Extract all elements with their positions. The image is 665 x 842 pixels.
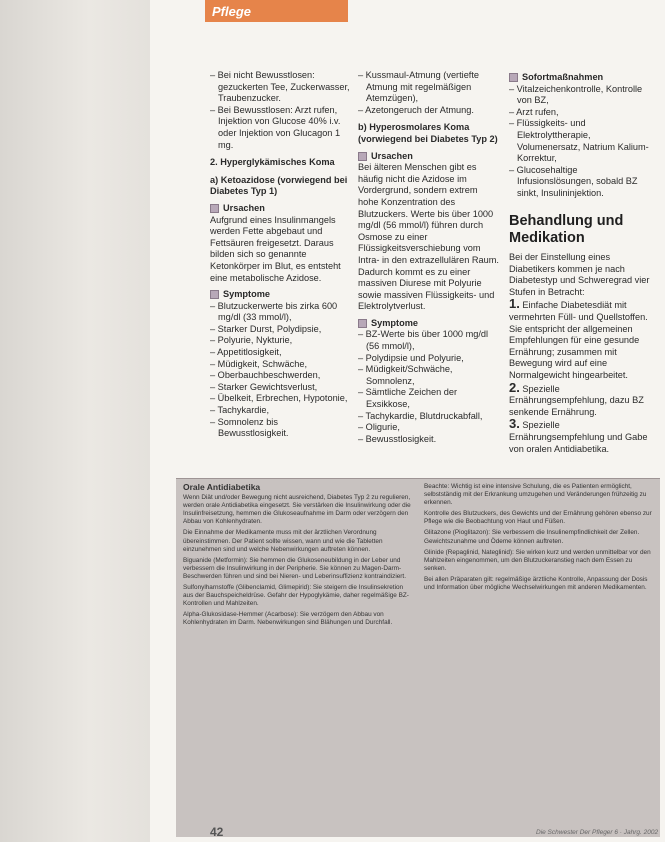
list-item: – Appetitlosigkeit, xyxy=(210,347,350,359)
book-spine xyxy=(0,0,150,842)
step-number: 3. xyxy=(509,416,520,432)
list-item: – Müdigkeit, Schwäche, xyxy=(210,359,350,371)
list-item: – Oberbauchbeschwerden, xyxy=(210,370,350,382)
info-box-left-column xyxy=(183,483,415,631)
symptome-heading xyxy=(210,289,350,301)
list-item: – Blutzuckerwerte bis zirka 600 mg/dl (33 mmol/l), xyxy=(210,301,350,324)
symptom-list xyxy=(358,329,500,445)
list-item: – Polyurie, Nykturie, xyxy=(210,335,350,347)
column-2 xyxy=(358,70,500,445)
paragraph: Alpha-Glukosidase-Hemmer (Acarbose): Sie verzögern den Abbau von Kohlenhydraten im Darm. Nebenwirkungen sind Blähungen und Durchfall. xyxy=(183,611,393,627)
page-header-title: Pflege xyxy=(212,4,252,19)
numbered-step xyxy=(509,379,653,419)
footer-source: Die Schwester Der Pfleger 6 · Jahrg. 2002 xyxy=(536,829,659,836)
square-bullet-icon xyxy=(358,152,367,161)
list-item: – Bei nicht Bewusstlosen: gezuckerten Tee, Zuckerwasser, Traubenzucker. xyxy=(210,70,350,105)
list-item: – Übelkeit, Erbrechen, Hypotonie, xyxy=(210,393,350,405)
list-item: – Glucosehaltige Infusionslösungen, sobald BZ sinkt, Insulininjektion. xyxy=(509,165,653,200)
list-item: – Polydipsie und Polyurie, xyxy=(358,353,500,365)
paragraph: Die Einnahme der Medikamente muss mit der ärztlichen Verordnung übereinstimmen. Der Patient sollte wissen, wann und wie die Tabletten einzunehmen sind und welche Nebenwirkungen auftreten können. xyxy=(183,529,383,553)
paragraph: Glitazone (Pioglitazon): Sie verbessern die Insulinempfindlichkeit der Zellen. Gewichtszunahme und Ödeme können auftreten. xyxy=(424,529,640,545)
paragraph: Biguanide (Metformin): Sie hemmen die Glukoseneubildung in der Leber und verbessern die Insulinwirkung in der Peripherie. Sie können zu Magen-Darm-Beschwerden führen und sind bei Nieren- und Leberinsuffizienz kontraindiziert. xyxy=(183,556,406,580)
list-item: – Flüssigkeits- und Elektrolyttherapie, Volumenersatz, Natrium Kalium-Korrektur, xyxy=(509,118,653,164)
sofort-list xyxy=(509,84,653,200)
square-bullet-icon xyxy=(210,290,219,299)
col1-top-list xyxy=(210,70,350,151)
section-heading: Behandlung und Medikation xyxy=(509,213,624,246)
paragraph: Sulfonylharnstoffe (Glibenclamid, Glimepirid): Sie steigern die Insulinsekretion aus der Bauchspeicheldrüse. Gefahr der Hypoglykämie, daher regelmäßige BZ-Kontrollen und Mahlzeiten. xyxy=(183,584,409,608)
section-label: Symptome xyxy=(371,317,418,328)
list-item: – Sämtliche Zeichen der Exsikkose, xyxy=(358,387,500,410)
list-item: – Tachykardie, Blutdruckabfall, xyxy=(358,411,500,423)
section-title: 2. Hyperglykämisches Koma xyxy=(210,157,335,168)
list-item: – Oligurie, xyxy=(358,422,500,434)
ursachen-heading xyxy=(358,151,500,163)
intro-paragraph: Bei der Einstellung eines Diabetikers kommen je nach Diabetestyp und Schweregrad vier Stufen in Betracht: xyxy=(509,252,650,297)
col2-top-list xyxy=(358,70,500,116)
numbered-step xyxy=(509,418,653,455)
square-bullet-icon xyxy=(358,319,367,328)
section-label: Sofortmaßnahmen xyxy=(522,72,604,82)
column-1 xyxy=(210,70,350,440)
page-number: 42 xyxy=(210,825,224,839)
paragraph: Bei allen Präparaten gilt: regelmäßige ärztliche Kontrolle, Anpassung der Dosis und Information über mögliche Wechselwirkungen mit anderen Medikamenten. xyxy=(424,575,648,592)
list-item: – Kussmaul-Atmung (vertiefte Atmung mit regelmäßigen Atemzügen), xyxy=(358,70,500,105)
section-label: Ursachen xyxy=(223,202,265,213)
section-label: Ursachen xyxy=(371,150,413,161)
info-box-oral-antidiabetics xyxy=(176,478,660,837)
square-bullet-icon xyxy=(509,73,518,82)
sofortmassnahmen-heading xyxy=(509,72,653,84)
list-item: – Arzt rufen, xyxy=(509,107,653,119)
list-item: – BZ-Werte bis über 1000 mg/dl (56 mmol/l), xyxy=(358,329,500,352)
ursachen-heading xyxy=(210,203,350,215)
list-item: – Vitalzeichenkontrolle, Kontrolle von BZ, xyxy=(509,84,653,107)
step-text: Einfache Diabetesdiät mit vermehrten Füll- und Quellstoffen. Sie entspricht der allgemeinen Empfehlungen für eine gesunde Ernährung; zusammen mit Bewegung wird auf eine Normalgewicht hingearbeitet. xyxy=(509,300,648,380)
info-box-right-column xyxy=(424,483,654,595)
symptom-list xyxy=(210,301,350,440)
section-label: Symptome xyxy=(223,289,270,300)
list-item: – Starker Durst, Polydipsie, xyxy=(210,324,350,336)
list-item: – Bei Bewusstlosen: Arzt rufen, Injektion von Glucose 40% i.v. oder Injektion von Glucagon 1 mg. xyxy=(210,105,350,151)
list-item: – Somnolenz bis Bewusstlosigkeit. xyxy=(210,417,350,440)
numbered-step xyxy=(509,298,653,381)
square-bullet-icon xyxy=(210,204,219,213)
list-item: – Bewusstlosigkeit. xyxy=(358,434,500,446)
paragraph: Wenn Diät und/oder Bewegung nicht ausreichend, Diabetes Typ 2 zu regulieren, werden orale Antidiabetika eingesetzt. Sie verstärken die Insulinwirkung oder die Insulinfreisetzung, hemmen die Glukoseaufnahme im Darm oder verzögern den Abbau von Kohlenhydraten. xyxy=(183,494,411,526)
paragraph: Bei älteren Menschen gibt es häufig nicht die Azidose im Vordergrund, sondern extrem hohe Konzentration des Blutzuckers. Werte bis über 1000 mg/dl (56 mmol/l) führen durch Osmose zu einer Flüssigkeitsverschiebung vom Intra- in den extrazellulären Raum. Dadurch kommt es zu einer massiven Diurese mit Polyurie sowie massiven Flüssigkeits- und Elektrolytverlust. xyxy=(358,162,499,312)
subsection-title: b) Hyperosmolares Koma (vorwiegend bei Diabetes Typ 2) xyxy=(358,122,498,144)
step-text: Spezielle Ernährungsempfehlung, dazu BZ senkende Ernährung. xyxy=(509,383,644,417)
list-item: – Azetongeruch der Atmung. xyxy=(358,105,500,117)
column-3-lower xyxy=(509,252,653,455)
paragraph: Kontrolle des Blutzuckers, des Gewichts und der Ernährung gehören ebenso zur Pflege wie die Beobachtung von Haut und Füßen. xyxy=(424,510,652,526)
paragraph: Beachte: Wichtig ist eine intensive Schulung, die es Patienten ermöglicht, selbstständig mit der Erkrankung umzugehen und Veränderungen frühzeitig zu erkennen. xyxy=(424,483,647,507)
symptome-heading xyxy=(358,318,500,330)
step-text: Spezielle Ernährungsempfehlung und Gabe von oralen Antidiabetika. xyxy=(509,420,648,454)
list-item: – Starker Gewichtsverlust, xyxy=(210,382,350,394)
step-number: 1. xyxy=(509,296,520,312)
info-box-title: Orale Antidiabetika xyxy=(183,482,261,492)
list-item: – Müdigkeit/Schwäche, Somnolenz, xyxy=(358,364,500,387)
paragraph: Glinide (Repaglinid, Nateglinid): Sie wirken kurz und werden unmittelbar vor den Mahlzeiten eingenommen, um den Blutzuckeranstieg nach dem Essen zu senken. xyxy=(424,548,651,572)
subsection-title: a) Ketoazidose (vorwiegend bei Diabetes Typ 1) xyxy=(210,174,348,197)
column-3 xyxy=(509,72,653,200)
step-number: 2. xyxy=(509,379,520,395)
paragraph: Aufgrund eines Insulinmangels werden Fette abgebaut und Fettsäuren freigesetzt. Daraus bilden sich so genannte Ketonkörper im Blut, es entsteht eine metabolische Azidose. xyxy=(210,214,341,283)
list-item: – Tachykardie, xyxy=(210,405,350,417)
